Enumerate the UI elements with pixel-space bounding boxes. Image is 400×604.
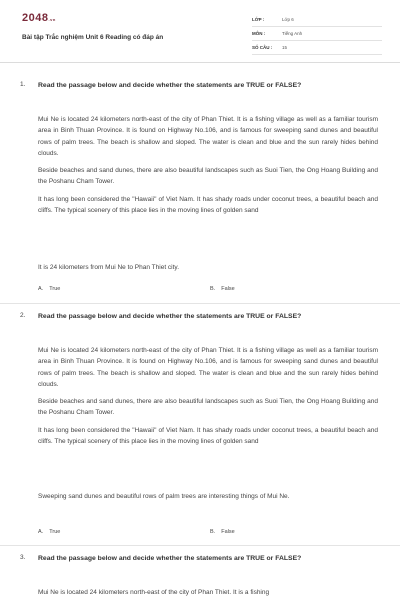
passage-paragraph: Beside beaches and sand dunes, there are also beautiful landscapes such as Suoi Tien, the Ong Hoang Building and the Poshanu Cham Tower. [38,398,378,417]
passage-paragraph: Mui Ne is located 24 kilometers north-east of the city of Phan Thiet. It is a fishing village as well as a familiar tourism area in Binh Thuan Province. It is found on Highway No.106, and is famous for sweeping sand dunes and beautiful rows of palm trees. The beach is shallow and sloped. The water is clean and blue and the sun rarely hides behind clouds. [38,347,378,388]
meta-row-class [252,13,382,27]
divider [0,303,400,304]
page-header [0,0,400,63]
option-b[interactable]: B. False [210,286,235,292]
question-prompt: Read the passage below and decide whether the statements are TRUE or FALSE? [38,82,302,89]
meta-label: MÔN : [252,31,266,36]
option-a[interactable]: A. True [38,529,61,535]
meta-value: 15 [282,45,288,50]
reading-passage [38,114,378,222]
question-number: 3. [20,554,26,561]
document-title: Bài tập Trắc nghiệm Unit 6 Reading có đáp án [22,34,164,41]
option-b[interactable]: B. False [210,529,235,535]
document-meta [252,13,382,55]
meta-label: SỐ CÂU : [252,45,273,50]
meta-value: Tiếng Anh [282,31,303,36]
question-number: 2. [20,312,26,319]
passage-paragraph: It has long been considered the "Hawaii" of Viet Nam. It has shady roads under coconut trees, a beautiful beach and cliffs. The typical scenery of this place lies in the moving lines of golden sand [38,195,378,215]
meta-row-count [252,41,382,55]
option-a[interactable]: A. True [38,286,61,292]
divider [0,545,400,546]
reading-passage [38,587,378,604]
meta-value: Lớp 6 [282,17,294,22]
passage-paragraph: Mui Ne is located 24 kilometers north-east of the city of Phan Thiet. It is a fishing village as well as a familiar tourism area in Binh Thuan Province. It is found on Highway No.106, and is famous for sweeping sand dunes and beautiful rows of palm trees. The beach is shallow and sloped. The water is clean and blue and the sun rarely hides behind clouds. [38,116,378,157]
meta-label: LỚP : [252,17,265,22]
site-logo[interactable]: 2048.vn [22,12,56,24]
question-prompt: Read the passage below and decide whether the statements are TRUE or FALSE? [38,313,302,320]
reading-passage [38,345,378,453]
question-statement: Sweeping sand dunes and beautiful rows of palm trees are interesting things of Mui Ne. [38,493,290,500]
question-prompt: Read the passage below and decide whether the statements are TRUE or FALSE? [38,555,302,562]
passage-paragraph: Beside beaches and sand dunes, there are also beautiful landscapes such as Suoi Tien, the Ong Hoang Building and the Poshanu Cham Tower. [38,167,378,186]
meta-row-subject [252,27,382,41]
question-statement: It is 24 kilometers from Mui Ne to Phan Thiet city. [38,264,180,271]
passage-paragraph: It has long been considered the "Hawaii" of Viet Nam. It has shady roads under coconut trees, a beautiful beach and cliffs. The typical scenery of this place lies in the moving lines of golden sand [38,426,378,446]
question-number: 1. [20,81,26,88]
passage-paragraph: Mui Ne is located 24 kilometers north-east of the city of Phan Thiet. It is a fishing [38,589,270,596]
